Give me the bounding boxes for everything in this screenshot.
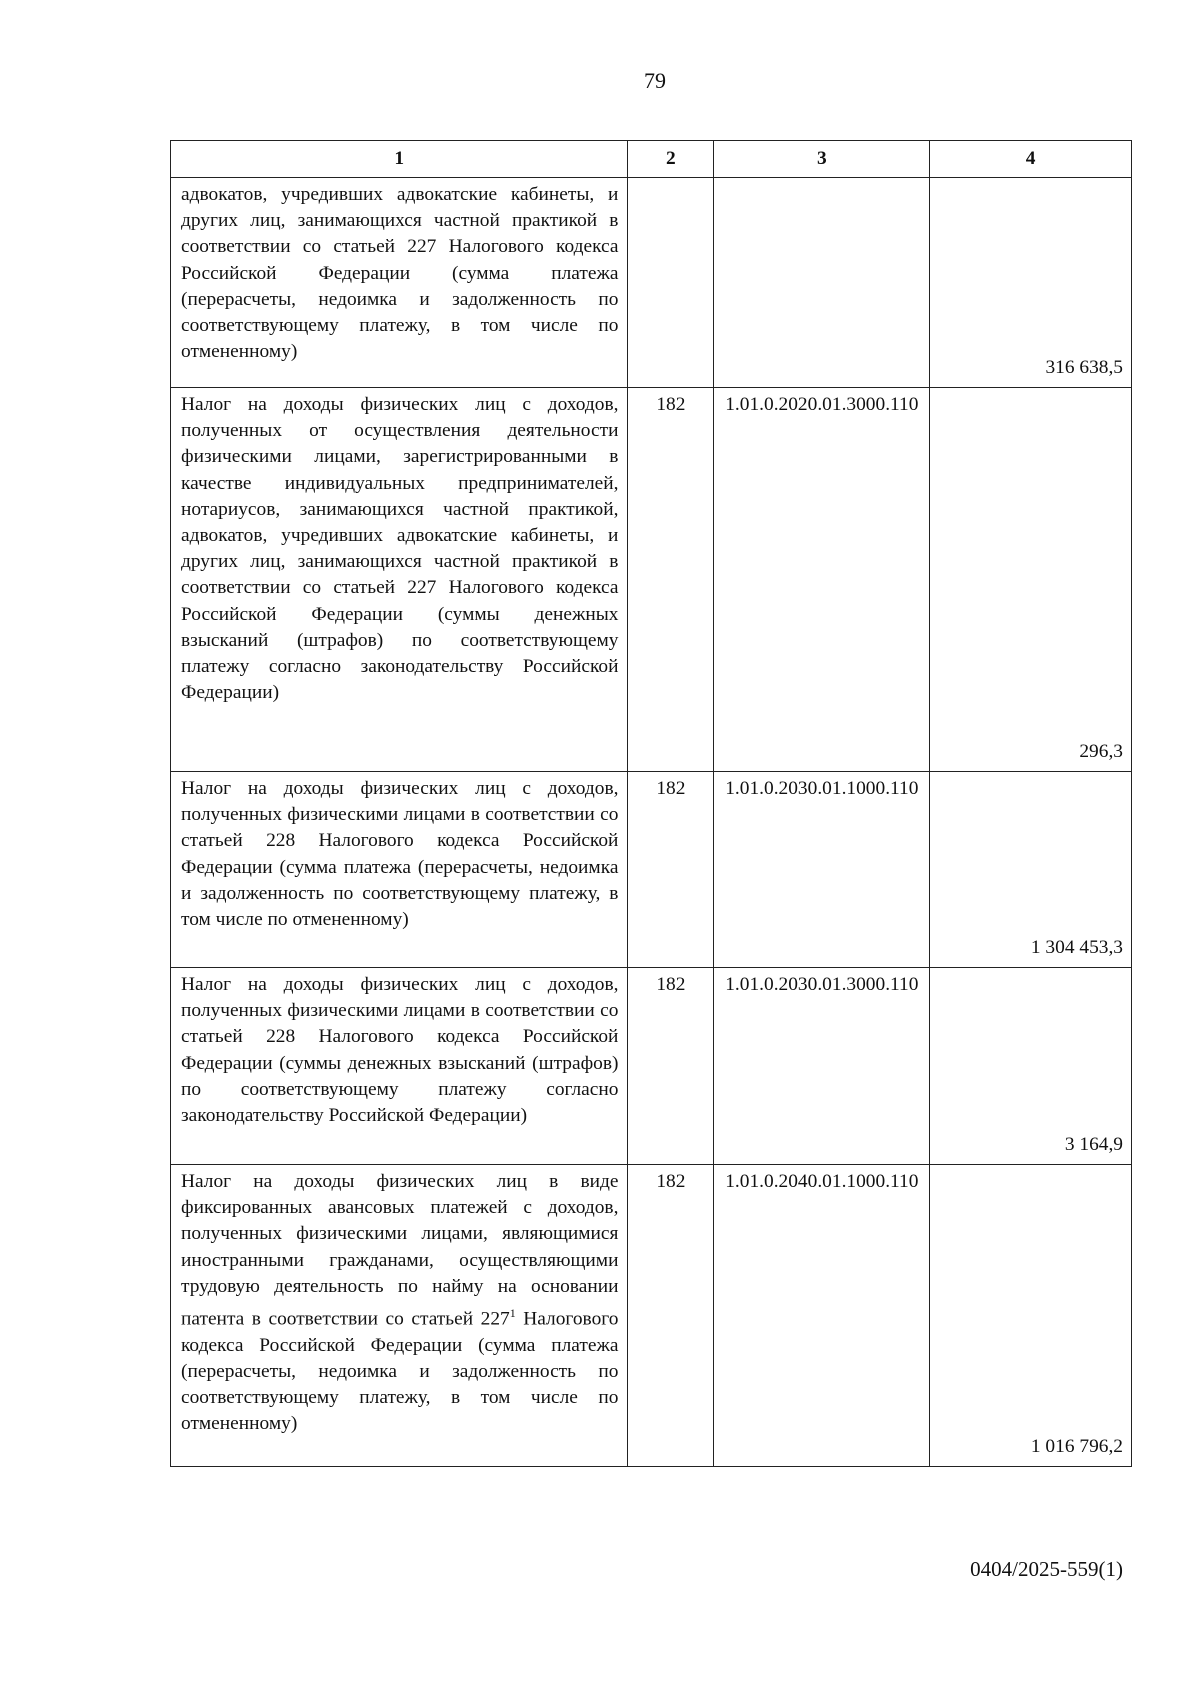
table-row bbox=[171, 968, 1132, 1165]
superscript-mark: 1 bbox=[509, 1306, 516, 1321]
budget-revenue-table bbox=[170, 140, 1132, 1467]
income-name-cell: адвокатов, учредивших адвокатские кабинеты, и других лиц, занимающихся частной практикой в соответствии со статьей 227 Налогового кодекса Российской Федерации (сумма платежа (перерасчеты, недоимка и задолженность по соответствующему платежу, в том числе по отмененному) bbox=[171, 178, 628, 388]
income-name-cell: Налог на доходы физических лиц с доходов, полученных физическими лицами в соответствии со статьей 228 Налогового кодекса Российской Федерации (суммы денежных взысканий (штрафов) по соответствующему платежу согласно законодательству Российской Федерации) bbox=[171, 968, 628, 1165]
amount-cell: 1 304 453,3 bbox=[930, 772, 1132, 968]
budget-code-cell: 1.01.0.2030.01.3000.110 bbox=[714, 968, 930, 1165]
admin-code-cell: 182 bbox=[628, 772, 714, 968]
admin-code-cell bbox=[628, 178, 714, 388]
budget-code-cell bbox=[714, 178, 930, 388]
page-number: 79 bbox=[644, 68, 666, 93]
amount-cell: 316 638,5 bbox=[930, 178, 1132, 388]
income-name-cell: Налог на доходы физических лиц с доходов, полученных физическими лицами в соответствии со статьей 228 Налогового кодекса Российской Федерации (сумма платежа (перерасчеты, недоимка и задолженность по соответствующему платежу, в том числе по отмененному) bbox=[171, 772, 628, 968]
header-col-2: 2 bbox=[628, 141, 714, 178]
admin-code-cell: 182 bbox=[628, 388, 714, 772]
amount-cell: 3 164,9 bbox=[930, 968, 1132, 1165]
document-registration-code: 0404/2025-559(1) bbox=[970, 1557, 1123, 1581]
header-col-3: 3 bbox=[714, 141, 930, 178]
amount-cell: 1 016 796,2 bbox=[930, 1165, 1132, 1467]
header-col-4: 4 bbox=[930, 141, 1132, 178]
income-name-cell bbox=[171, 1165, 628, 1467]
table-row bbox=[171, 388, 1132, 772]
table-row bbox=[171, 178, 1132, 388]
table-row bbox=[171, 1165, 1132, 1467]
income-name-cell: Налог на доходы физических лиц с доходов, полученных от осуществления деятельности физическими лицами, зарегистрированными в качестве индивидуальных предпринимателей, нотариусов, занимающихся частной практикой, адвокатов, учредивших адвокатские кабинеты, и других лиц, занимающихся частной практикой в соответствии со статьей 227 Налогового кодекса Российской Федерации (суммы денежных взысканий (штрафов) по соответствующему платежу согласно законодательству Российской Федерации) bbox=[171, 388, 628, 772]
income-name-text: Налог на доходы физических лиц в виде фиксированных авансовых платежей с доходов, полученных физическими лицами, являющимися иностранными гражданами, осуществляющими трудовую деятельность по найму на основании патента в соответствии со статьей 227 bbox=[181, 1171, 619, 1330]
budget-code-cell: 1.01.0.2030.01.1000.110 bbox=[714, 772, 930, 968]
budget-code-cell: 1.01.0.2040.01.1000.110 bbox=[714, 1165, 930, 1467]
income-name-text-continued: Налогового кодекса Российской Федерации (сумма платежа (перерасчеты, недоимка и задолженность по соответствующему платежу, в том числе по отмененному) bbox=[181, 1308, 619, 1435]
header-col-1: 1 bbox=[171, 141, 628, 178]
budget-code-cell: 1.01.0.2020.01.3000.110 bbox=[714, 388, 930, 772]
table-row bbox=[171, 772, 1132, 968]
amount-cell: 296,3 bbox=[930, 388, 1132, 772]
admin-code-cell: 182 bbox=[628, 968, 714, 1165]
table-header-row bbox=[171, 141, 1132, 178]
admin-code-cell: 182 bbox=[628, 1165, 714, 1467]
